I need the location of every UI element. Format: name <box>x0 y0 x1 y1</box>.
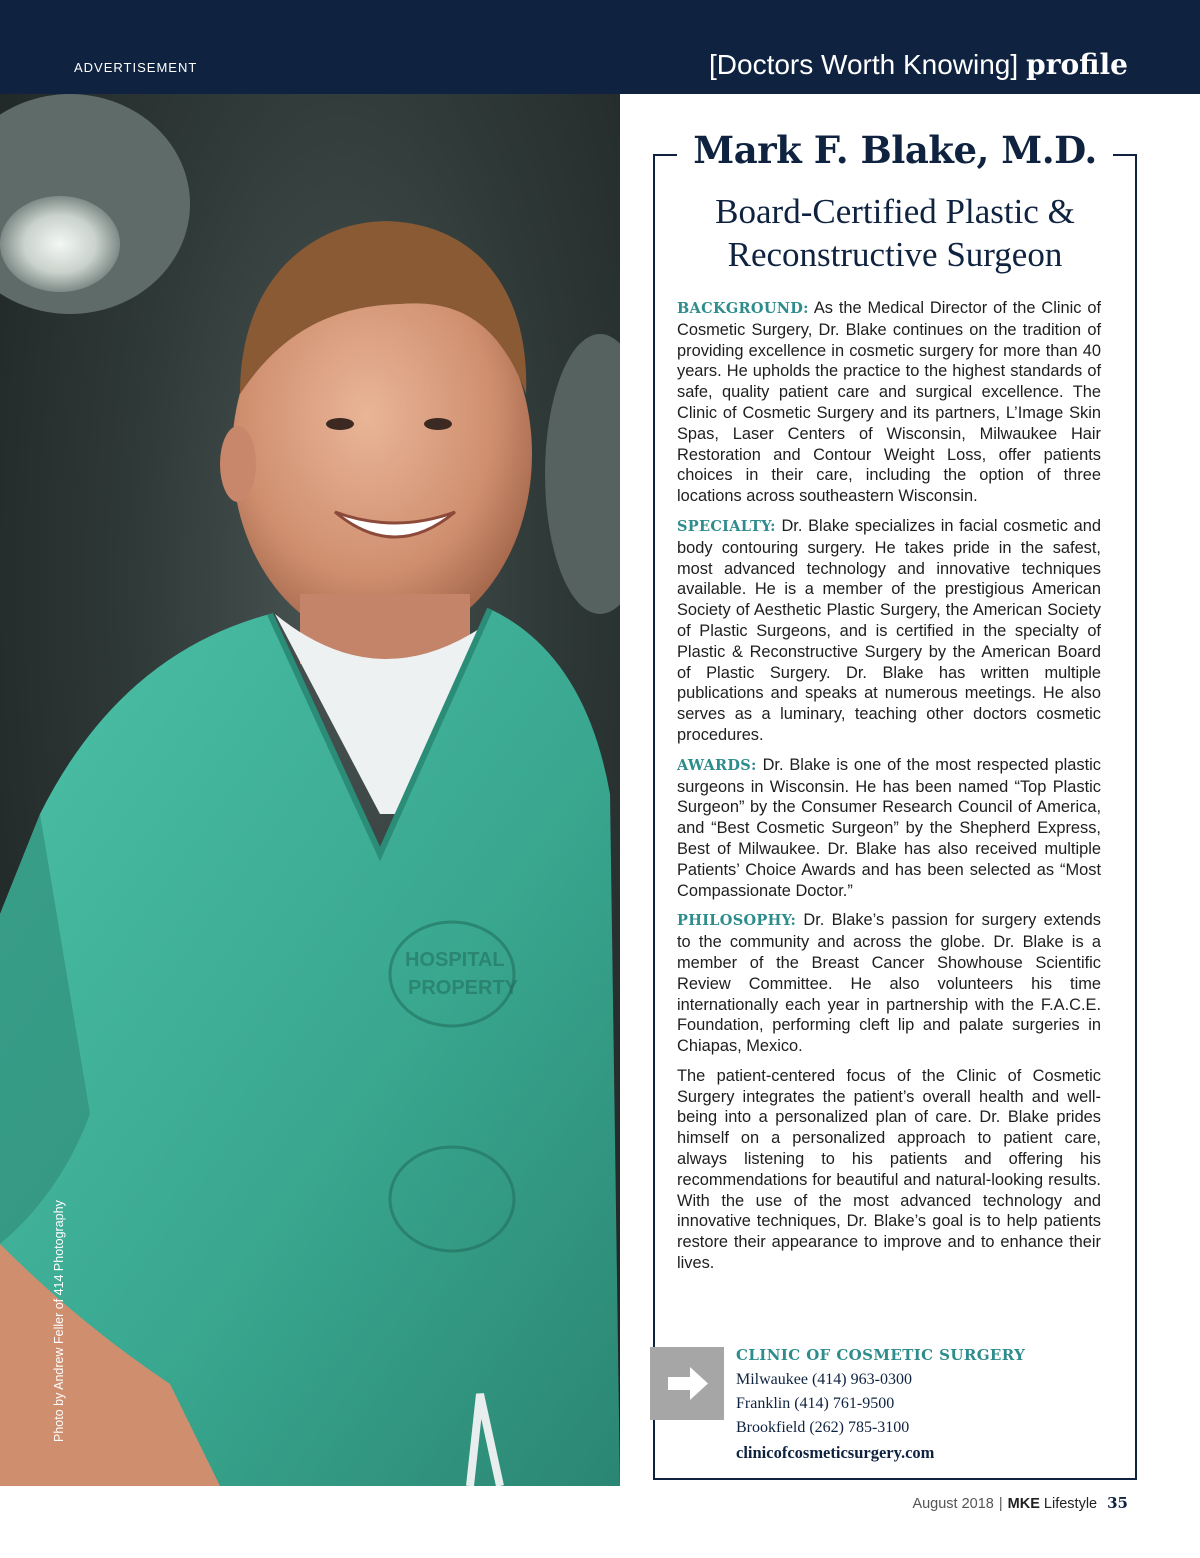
website-link[interactable]: clinicofcosmeticsurgery.com <box>736 1443 935 1462</box>
doctor-name: Mark F. Blake, M.D. <box>693 128 1097 172</box>
footer-separator: | <box>998 1496 1003 1512</box>
page-header <box>0 0 1200 94</box>
page-footer <box>912 1494 1128 1512</box>
portrait-illustration <box>0 94 620 1486</box>
section-name: [Doctors Worth Knowing] <box>709 49 1019 80</box>
location-franklin: Franklin (414) 761-9500 <box>736 1395 895 1412</box>
profile-body <box>677 298 1101 1283</box>
closing-paragraph: The patient-centered focus of the Clinic of Cosmetic Surgery integrates the patient’s overall health and well-being into a personalized plan of care. Dr. Blake prides himself on a personalized approach to patient care, always listening to his patients and offering his recommendations for beautiful and natural-looking results. With the use of the most advanced technology and innovative techniques, Dr. Blake’s goal is to help patients restore their appearance to improve and to enhance their lives. <box>677 1066 1101 1273</box>
location-milwaukee: Milwaukee (414) 963-0300 <box>736 1371 912 1388</box>
section-text: Dr. Blake is one of the most respected plastic surgeons in Wisconsin. He has been named “Top Plastic Surgeon” by the Consumer Research Council of America, and “Best Cosmetic Surgeon” by the Shepherd Express, Best of Milwaukee. Dr. Blake has also received multiple Patients’ Choice Awards and has been selected as “Most Compassionate Doctor.” <box>677 755 1101 900</box>
location-brookfield: Brookfield (262) 785-3100 <box>736 1419 910 1436</box>
section-tag: profile <box>1026 48 1128 81</box>
arrow-right-icon <box>650 1347 724 1420</box>
section-heading <box>709 48 1128 81</box>
doctor-photo <box>0 94 620 1486</box>
title-line-2: Reconstructive Surgeon <box>727 235 1063 274</box>
section-specialty <box>677 516 1101 746</box>
photo-credit: Photo by Andrew Feller of 414 Photography <box>52 1200 66 1442</box>
section-philosophy <box>677 910 1101 1057</box>
doctor-title <box>660 190 1130 276</box>
eye-right <box>424 418 452 430</box>
stamp-text-1: HOSPITAL <box>405 949 505 971</box>
page-number: 35 <box>1107 1494 1128 1512</box>
surgical-lamp <box>0 196 120 292</box>
section-label: AWARDS: <box>677 756 757 774</box>
lamp-right <box>545 334 620 614</box>
issue-date: August 2018 <box>912 1496 994 1512</box>
frame-top-left <box>653 154 677 156</box>
title-line-1: Board-Certified Plastic & <box>715 192 1075 231</box>
section-awards <box>677 755 1101 902</box>
section-label: SPECIALTY: <box>677 517 776 535</box>
stamp-text-2: PROPERTY <box>408 977 519 999</box>
section-label: PHILOSOPHY: <box>677 912 797 930</box>
clinic-name: CLINIC OF COSMETIC SURGERY <box>736 1346 1026 1364</box>
advertisement-label: ADVERTISEMENT <box>74 60 198 75</box>
section-text: Dr. Blake’s passion for surgery extends to the community and across the globe. Dr. Blake is a member of the Breast Cancer Showhouse Scientific Review Committee. He also volunteers his time internationally each year in partnership with the F.A.C.E. Foundation, performing cleft lip and palate surgeries in Chiapas, Mexico. <box>677 911 1101 1056</box>
section-label: BACKGROUND: <box>677 300 809 317</box>
section-background <box>677 298 1101 507</box>
contact-block <box>736 1344 1025 1466</box>
magazine-name: MKE Lifestyle <box>1007 1496 1098 1512</box>
eye-left <box>326 418 354 430</box>
section-text: Dr. Blake specializes in facial cosmetic and body contouring surgery. He takes pride in the safest, most advanced technology and innovative techniques available. He is a member of the prestigious American Society of Aesthetic Plastic Surgery, the American Society of Plastic Surgeons, and is certified in the specialty of Plastic & Reconstructive Surgery by the American Board of Plastic Surgery. Dr. Blake has written multiple publications and speaks at numerous meetings. He also serves as a luminary, teaching other doctors cosmetic procedures. <box>677 516 1101 744</box>
frame-top-right <box>1113 154 1137 156</box>
section-text: As the Medical Director of the Clinic of Cosmetic Surgery, Dr. Blake continues on the tradition of providing excellence in cosmetic surgery for more than 40 years. He upholds the practice to the highest standards of safe, quality patient care and surgical excellence. The Clinic of Cosmetic Surgery and its partners, L’Image Skin Spas, Laser Centers of Wisconsin, Milwaukee Hair Restoration and Contour Weight Loss, offer patients choices in their care, including the option of three locations across southeastern Wisconsin. <box>677 299 1101 506</box>
